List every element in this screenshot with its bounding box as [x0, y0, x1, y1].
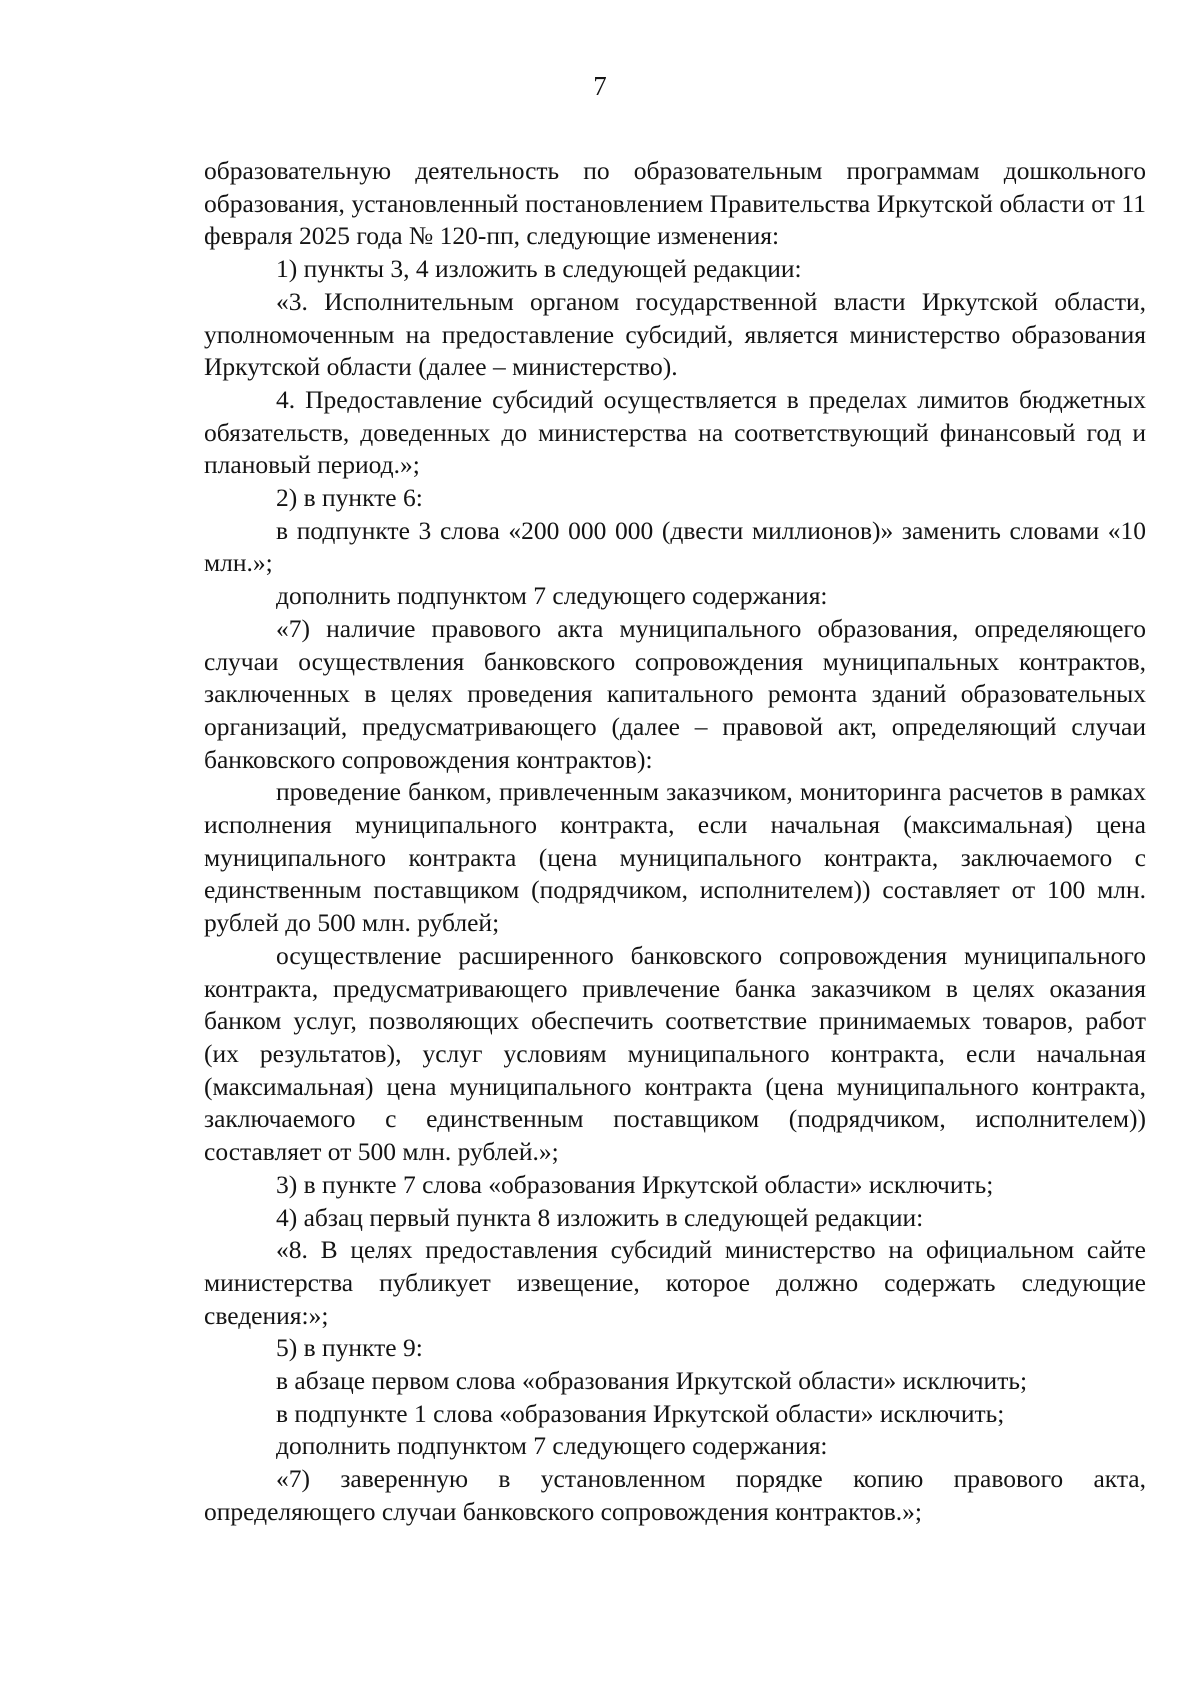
paragraph-item-2: 2) в пункте 6: [276, 483, 423, 513]
paragraph-bank-monitoring: проведение банком, привлеченным заказчиком, мониторинга расчетов в рамках исполнения муниципального контракта, если начальная (максимальная) цена муниципального контракта (цена муниципального контракта, заключаемого с единственным поставщиком (подрядчиком, исполнителем)) составляет от 100 млн. рублей до 500 млн. рублей; [204, 777, 1146, 938]
paragraph-add-subitem-7: дополнить подпунктом 7 следующего содержания: [276, 581, 828, 611]
paragraph-item-5: 5) в пункте 9: [276, 1333, 423, 1363]
paragraph-item-3: 3) в пункте 7 слова «образования Иркутской области» исключить; [276, 1169, 994, 1199]
paragraph-clause-4: 4. Предоставление субсидий осуществляется в пределах лимитов бюджетных обязательств, доведенных до министерства на соответствующий финансовый год и плановый период.»; [204, 384, 1146, 480]
paragraph-extended-support: осуществление расширенного банковского сопровождения муниципального контракта, предусматривающего привлечение банка заказчиком в целях оказания банком услуг, позволяющих обеспечить соответствие принимаемых товаров, работ (их результатов), услуг условиям муниципального контракта, если начальная (максимальная) цена муниципального контракта (цена муниципального контракта, заключаемого с единственным поставщиком (подрядчиком, исполнителем)) составляет от 500 млн. рублей.»; [204, 940, 1146, 1167]
paragraph-item-4: 4) абзац первый пункта 8 изложить в следующей редакции: [276, 1202, 924, 1232]
paragraph-intro-continuation: образовательную деятельность по образовательным программам дошкольного образования, установленный постановлением Правительства Иркутской области от 11 февраля 2025 года № 120-пп, следующие изменения: [204, 156, 1146, 251]
paragraph-first-para-change: в абзаце первом слова «образования Иркутской области» исключить; [276, 1366, 1028, 1396]
page-number: 7 [593, 71, 607, 101]
paragraph-item-1: 1) пункты 3, 4 изложить в следующей редакции: [276, 254, 802, 284]
paragraph-subitem-3-change: в подпункте 3 слова «200 000 000 (двести миллионов)» заменить словами «10 млн.»; [204, 515, 1146, 578]
paragraph-subitem-1-change: в подпункте 1 слова «образования Иркутской области» исключить; [276, 1398, 1005, 1428]
paragraph-clause-3: «3. Исполнительным органом государственной власти Иркутской области, уполномоченным на предоставление субсидий, является министерство образования Иркутской области (далее – министерство). [204, 286, 1146, 382]
paragraph-subitem-7-copy: «7) заверенную в установленном порядке копию правового акта, определяющего случаи банковского сопровождения контрактов.»; [204, 1464, 1146, 1526]
paragraph-add-subitem-7-second: дополнить подпунктом 7 следующего содержания: [276, 1431, 828, 1461]
paragraph-clause-8: «8. В целях предоставления субсидий министерство на официальном сайте министерства публикует извещение, которое должно содержать следующие сведения:»; [204, 1235, 1146, 1330]
paragraph-subitem-7-text: «7) наличие правового акта муниципального образования, определяющего случаи осуществления банковского сопровождения муниципальных контрактов, заключенных в целях проведения капитального ремонта зданий образовательных организаций, предусматривающего (далее – правовой акт, определяющий случаи банковского сопровождения контрактов): [204, 613, 1146, 774]
document-body [204, 155, 1146, 1529]
